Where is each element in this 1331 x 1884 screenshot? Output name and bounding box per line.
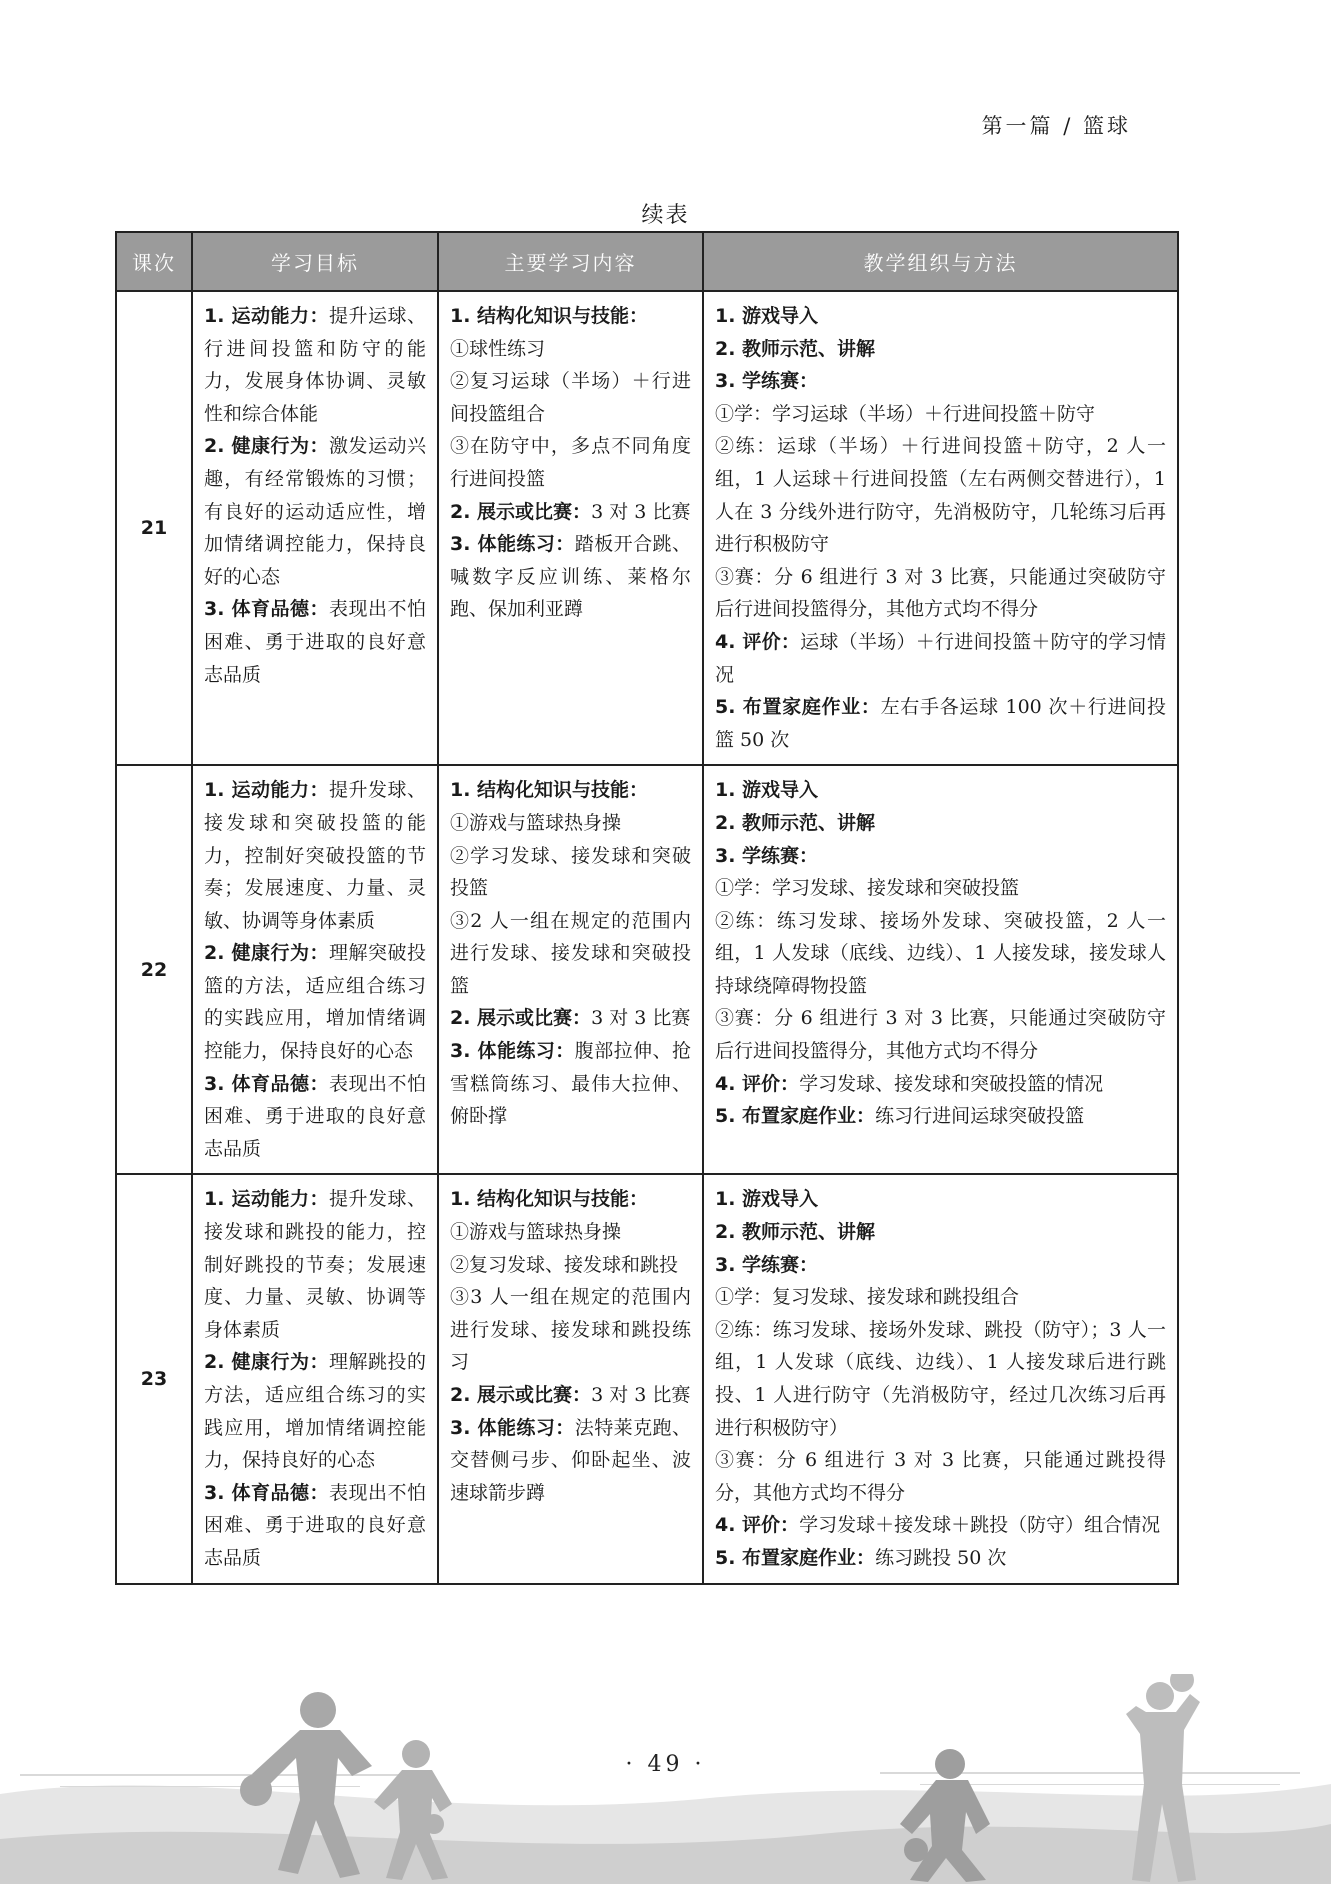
- goals-item-label: 1. 运动能力：: [204, 305, 330, 327]
- methods-item-text: 学习发球＋接发球＋跳投（防守）组合情况: [799, 1514, 1161, 1537]
- goals-item-text: 理解突破投篮的方法，适应组合练习的实践应用，增加情绪调控能力，保持良好的心态: [204, 942, 426, 1063]
- content-item-label: 2. 展示或比赛：: [450, 500, 592, 523]
- methods-item-text: 练习跳投 50 次: [875, 1546, 1007, 1569]
- content-item-text: 3 对 3 比赛: [591, 500, 691, 523]
- goals-item-label: 3. 体育品德：: [204, 1481, 330, 1504]
- methods-item-text: 运球（半场）＋行进间投篮＋防守的学习情况: [715, 630, 1166, 686]
- methods-item: [715, 1183, 1166, 1216]
- goals-item-label: 1. 运动能力：: [204, 779, 330, 802]
- methods-item: [715, 365, 1166, 398]
- content-item-text: ②复习发球、接发球和跳投: [450, 1253, 679, 1276]
- content-item-text: ③3 人一组在规定的范围内进行发球、接发球和跳投练习: [450, 1286, 691, 1374]
- goals-item-label: 1. 运动能力：: [204, 1188, 330, 1211]
- table-row: [116, 291, 1178, 765]
- methods-item: [715, 398, 1166, 431]
- content-item: [450, 300, 691, 333]
- column-header-lesson: 课次: [116, 232, 192, 291]
- content-item: [450, 1035, 691, 1133]
- methods-item-label: 2. 教师示范、讲解: [715, 811, 876, 834]
- running-head: 第一篇 / 篮球: [981, 114, 1131, 138]
- methods-item-label: 5. 布置家庭作业：: [715, 1546, 876, 1569]
- content-item-text: ①游戏与篮球热身操: [450, 1221, 622, 1244]
- content-item-text: ③2 人一组在规定的范围内进行发球、接发球和突破投篮: [450, 909, 691, 997]
- methods-item: [715, 1509, 1166, 1542]
- goals-item-text: 提升发球、接发球和跳投的能力，控制好跳投的节奏；发展速度、力量、灵敏、协调等身体素质: [204, 1188, 426, 1341]
- methods-item-label: 3. 学练赛：: [715, 1253, 819, 1276]
- goals-item-text: 表现出不怕困难、勇于进取的良好意志品质: [204, 1481, 426, 1569]
- teaching-methods-cell: [703, 765, 1178, 1174]
- methods-item: [715, 691, 1166, 756]
- content-item-label: 2. 展示或比赛：: [450, 1007, 592, 1030]
- content-item-text: 踏板开合跳、喊数字反应训练、莱格尔跑、保加利亚蹲: [450, 533, 691, 621]
- methods-item-text: ①学：学习发球、接发球和突破投篮: [715, 877, 1020, 900]
- lesson-number: 22: [116, 765, 192, 1174]
- methods-item: [715, 1002, 1166, 1067]
- column-header-goals: 学习目标: [192, 232, 438, 291]
- content-item: [450, 1379, 691, 1412]
- methods-item: [715, 807, 1166, 840]
- methods-item: [715, 300, 1166, 333]
- methods-item: [715, 774, 1166, 807]
- table-row: [116, 1174, 1178, 1583]
- content-item-label: 1. 结构化知识与技能：: [450, 779, 649, 802]
- methods-item-text: ②练：练习发球、接场外发球、跳投（防守）；3 人一组，1 人发球（底线、边线）、1 人接发球后进行跳投、1 人进行防守（先消极防守，经过几次练习后再进行积极防守）: [715, 1318, 1166, 1439]
- goals-item-label: 2. 健康行为：: [204, 942, 330, 965]
- methods-item-text: ②练：运球（半场）＋行进间投篮＋防守，2 人一组，1 人运球＋行进间投篮（左右两侧交替进行），1 人在 3 分线外进行防守，先消极防守，几轮练习后再进行积极防守: [715, 435, 1166, 556]
- methods-item: [715, 333, 1166, 366]
- teaching-methods-cell: [703, 291, 1178, 765]
- content-item: [450, 1002, 691, 1035]
- table-header-row: [116, 232, 1178, 291]
- goals-item: [204, 1477, 426, 1575]
- methods-item: [715, 1281, 1166, 1314]
- methods-item: [715, 561, 1166, 626]
- content-item-text: 腹部拉伸、抢雪糕筒练习、最伟大拉伸、俯卧撑: [450, 1040, 691, 1128]
- content-item-text: ②学习发球、接发球和突破投篮: [450, 844, 691, 900]
- goals-item-text: 表现出不怕困难、勇于进取的良好意志品质: [204, 598, 426, 686]
- goals-item-text: 理解跳投的方法，适应组合练习的实践应用，增加情绪调控能力，保持良好的心态: [204, 1351, 426, 1472]
- table-row: [116, 765, 1178, 1174]
- methods-item: [715, 1444, 1166, 1509]
- content-item-label: 2. 展示或比赛：: [450, 1384, 592, 1406]
- methods-item-label: 1. 游戏导入: [715, 305, 819, 327]
- methods-item: [715, 1068, 1166, 1101]
- methods-item-label: 1. 游戏导入: [715, 779, 819, 802]
- content-item: [450, 774, 691, 807]
- content-item: [450, 1249, 691, 1282]
- methods-item: [715, 1314, 1166, 1444]
- methods-item-text: 学习发球、接发球和突破投篮的情况: [799, 1072, 1104, 1095]
- goals-item-label: 2. 健康行为：: [204, 1351, 330, 1374]
- learning-content-cell: [438, 765, 703, 1174]
- content-item-label: 3. 体能练习：: [450, 533, 575, 556]
- methods-item-text: ③赛：分 6 组进行 3 对 3 比赛，只能通过跳投得分，其他方式均不得分: [715, 1449, 1166, 1504]
- learning-content-cell: [438, 291, 703, 765]
- methods-item-label: 1. 游戏导入: [715, 1188, 819, 1211]
- methods-item: [715, 1249, 1166, 1282]
- methods-item-label: 4. 评价：: [715, 1514, 800, 1537]
- content-item: [450, 365, 691, 430]
- goals-item: [204, 774, 426, 937]
- goals-item: [204, 593, 426, 691]
- methods-item-label: 3. 学练赛：: [715, 844, 819, 867]
- methods-item: [715, 430, 1166, 560]
- methods-item: [715, 872, 1166, 905]
- content-item-text: ②复习运球（半场）＋行进间投篮组合: [450, 370, 691, 425]
- methods-item-text: ③赛：分 6 组进行 3 对 3 比赛，只能通过突破防守后行进间投篮得分，其他方式均不得分: [715, 565, 1166, 621]
- methods-item-text: 练习行进间运球突破投篮: [875, 1105, 1085, 1128]
- content-item-text: ③在防守中，多点不同角度行进间投篮: [450, 435, 691, 490]
- content-item: [450, 807, 691, 840]
- content-item-text: ①游戏与篮球热身操: [450, 811, 622, 834]
- content-item-label: 1. 结构化知识与技能：: [450, 1188, 649, 1211]
- goals-item-text: 表现出不怕困难、勇于进取的良好意志品质: [204, 1072, 426, 1160]
- footer-basketball-illustration: [0, 1674, 1331, 1884]
- methods-item: [715, 1100, 1166, 1133]
- teaching-methods-cell: [703, 1174, 1178, 1583]
- content-item: [450, 496, 691, 529]
- content-item: [450, 905, 691, 1003]
- content-item-label: 1. 结构化知识与技能：: [450, 305, 649, 327]
- content-item: [450, 528, 691, 626]
- content-item: [450, 840, 691, 905]
- methods-item: [715, 626, 1166, 691]
- lesson-number: 21: [116, 291, 192, 765]
- methods-item-text: ①学：复习发球、接发球和跳投组合: [715, 1286, 1020, 1309]
- lesson-number: 23: [116, 1174, 192, 1583]
- learning-content-cell: [438, 1174, 703, 1583]
- content-item-label: 3. 体能练习：: [450, 1040, 575, 1063]
- goals-item: [204, 1346, 426, 1476]
- content-item-text: 3 对 3 比赛: [591, 1384, 691, 1406]
- content-item: [450, 333, 691, 366]
- goals-item-text: 提升发球、接发球和突破投篮的能力，控制好突破投篮的节奏；发展速度、力量、灵敏、协调等身体素质: [204, 779, 426, 932]
- content-item-text: ①球性练习: [450, 337, 546, 360]
- methods-item: [715, 840, 1166, 873]
- methods-item-label: 5. 布置家庭作业：: [715, 696, 881, 719]
- methods-item-text: 左右手各运球 100 次＋行进间投篮 50 次: [715, 696, 1166, 751]
- goals-item: [204, 1183, 426, 1346]
- methods-item: [715, 1216, 1166, 1249]
- learning-goals-cell: [192, 1174, 438, 1583]
- methods-item: [715, 905, 1166, 1003]
- content-item: [450, 1183, 691, 1216]
- lesson-plan-table: [115, 231, 1179, 1585]
- methods-item-label: 3. 学练赛：: [715, 370, 819, 393]
- methods-item: [715, 1542, 1166, 1575]
- goals-item-label: 3. 体育品德：: [204, 598, 330, 621]
- content-item: [450, 1281, 691, 1379]
- goals-item-label: 2. 健康行为：: [204, 435, 330, 458]
- methods-item-label: 2. 教师示范、讲解: [715, 337, 876, 360]
- learning-goals-cell: [192, 765, 438, 1174]
- methods-item-label: 5. 布置家庭作业：: [715, 1105, 876, 1128]
- content-item-label: 3. 体能练习：: [450, 1416, 575, 1439]
- methods-item-text: ①学：学习运球（半场）＋行进间投篮＋防守: [715, 402, 1096, 425]
- methods-item-label: 4. 评价：: [715, 630, 801, 653]
- goals-item-text: 激发运动兴趣，有经常锻炼的习惯；有良好的运动适应性，增加情绪调控能力，保持良好的心态: [204, 435, 426, 588]
- methods-item-text: ③赛：分 6 组进行 3 对 3 比赛，只能通过突破防守后行进间投篮得分，其他方式均不得分: [715, 1007, 1166, 1063]
- goals-item: [204, 1068, 426, 1166]
- content-item: [450, 1412, 691, 1510]
- content-item-text: 3 对 3 比赛: [591, 1007, 691, 1030]
- content-item-text: 法特莱克跑、交替侧弓步、仰卧起坐、波速球箭步蹲: [450, 1416, 691, 1504]
- methods-item-label: 4. 评价：: [715, 1072, 800, 1095]
- content-item: [450, 430, 691, 495]
- methods-item-text: ②练：练习发球、接场外发球、突破投篮，2 人一组，1 人发球（底线、边线）、1 人接发球，接发球人持球绕障碍物投篮: [715, 909, 1166, 997]
- learning-goals-cell: [192, 291, 438, 765]
- goals-item-label: 3. 体育品德：: [204, 1072, 330, 1095]
- methods-item-label: 2. 教师示范、讲解: [715, 1221, 876, 1244]
- table-caption: 续表: [641, 203, 690, 228]
- goals-item: [204, 430, 426, 593]
- goals-item: [204, 937, 426, 1067]
- column-header-content: 主要学习内容: [438, 232, 703, 291]
- content-item: [450, 1216, 691, 1249]
- column-header-methods: 教学组织与方法: [703, 232, 1178, 291]
- goals-item-text: 提升运球、行进间投篮和防守的能力，发展身体协调、灵敏性和综合体能: [204, 305, 426, 425]
- page-number: · 49 ·: [625, 1752, 706, 1777]
- goals-item: [204, 300, 426, 430]
